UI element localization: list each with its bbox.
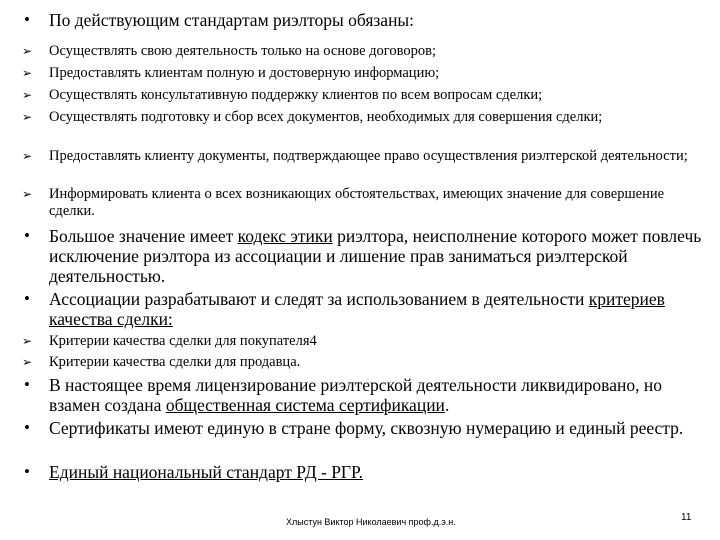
arrow-marker: ➢ [22, 88, 33, 102]
footer-author: Хлыстун Виктор Николаевич проф.д.э.н. [286, 517, 456, 527]
bullet-marker: • [24, 462, 30, 481]
bullet-marker: • [24, 10, 30, 29]
item-text-end: . [444, 395, 450, 415]
item-text: Информировать клиента о всех возникающих обстоятельствах, имеющих значение для совершение сделки. [49, 186, 665, 219]
item-text: Критерии качества сделки для покупателя4 [49, 333, 317, 349]
arrow-marker: ➢ [22, 149, 33, 163]
item-text [49, 289, 712, 329]
arrow-marker: ➢ [22, 110, 33, 124]
item-text [49, 375, 712, 415]
item-text: Предоставлять клиенту документы, подтверждающее право осуществления риэлтерской деятельности; [49, 148, 688, 164]
item-text: По действующим стандартам риэлторы обязаны: [49, 10, 415, 30]
arrow-marker: ➢ [22, 187, 33, 201]
list-item [22, 354, 712, 372]
bullet-marker: • [24, 418, 30, 437]
arrow-marker: ➢ [22, 44, 33, 58]
arrow-marker: ➢ [22, 355, 33, 369]
item-text-end: риэлтора, неисполнение которого может повлечь исключение риэлтора из ассоциации и лишение прав заниматься риэлтерской деятельностью. [49, 226, 702, 286]
bullet-marker: • [24, 226, 30, 245]
list-item [22, 418, 712, 460]
item-text: Осуществлять подготовку и сбор всех документов, необходимых для совершения сделки; [49, 109, 603, 125]
list-item [22, 87, 712, 105]
list-item [22, 186, 712, 222]
list-item [22, 226, 712, 288]
arrow-marker: ➢ [22, 334, 33, 348]
list-item [22, 375, 712, 417]
page-number: 11 [681, 512, 692, 523]
item-text: Предоставлять клиентам полную и достоверную информацию; [49, 65, 440, 81]
list-item [22, 148, 712, 184]
list-item [22, 65, 712, 83]
item-text [49, 462, 712, 482]
bullet-marker: • [24, 289, 30, 308]
item-text: Осуществлять свою деятельность только на основе договоров; [49, 43, 436, 59]
list-item [22, 333, 712, 351]
list-item [22, 10, 712, 32]
list-item [22, 43, 712, 61]
list-item [22, 289, 712, 331]
code-of-ethics-link[interactable]: кодекс этики [237, 226, 333, 246]
item-text [49, 226, 712, 286]
arrow-marker: ➢ [22, 66, 33, 80]
list-item [22, 109, 712, 145]
item-text-start: Большое значение имеет [49, 226, 238, 246]
list-item [22, 462, 712, 484]
item-text-start: В настоящее время лицензирование риэлтерской деятельности ликвидировано, но взамен создана [49, 375, 662, 415]
bullet-marker: • [24, 375, 30, 394]
item-text: Осуществлять консультативную поддержку клиентов по всем вопросам сделки; [49, 87, 543, 103]
item-text-start: Ассоциации разрабатывают и следят за использованием в деятельности [49, 289, 589, 309]
item-text: Сертификаты имеют единую в стране форму, сквозную нумерацию и единый реестр. [49, 418, 684, 438]
item-text: Критерии качества сделки для продавца. [49, 354, 301, 370]
certification-system-link[interactable]: общественная система сертификации [165, 395, 445, 415]
national-standard-link[interactable]: Единый национальный стандарт РД - РГР. [49, 462, 363, 482]
quality-criteria-link[interactable]: критериев качества сделки: [49, 289, 665, 329]
